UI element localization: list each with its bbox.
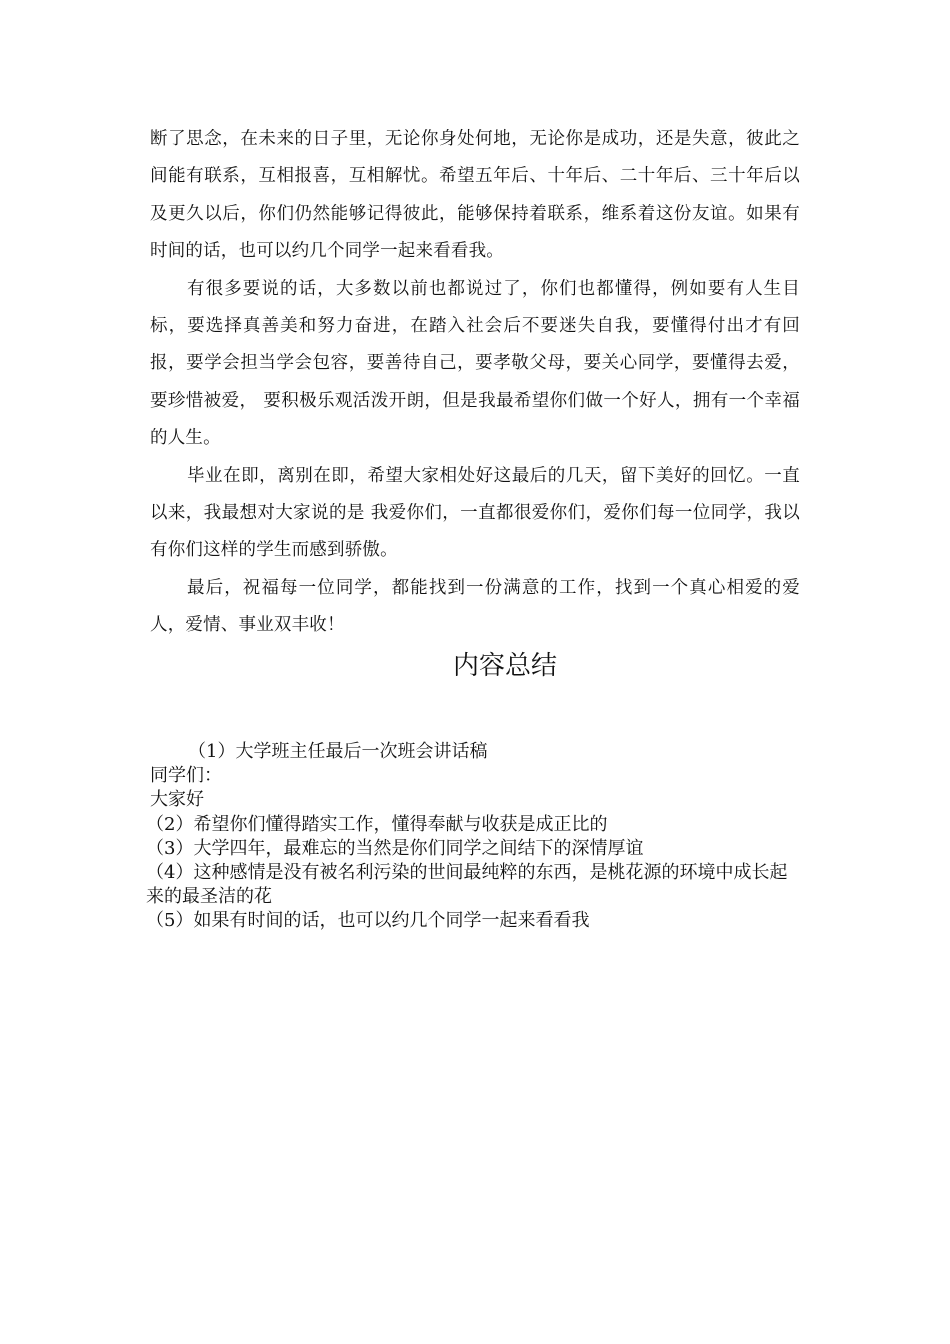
summary-item: 同学们： (150, 765, 222, 787)
summary-item: （1）大学班主任最后一次班会讲话稿 (188, 741, 488, 762)
summary-item: 大家好 (150, 789, 204, 811)
summary-item: （4）这种感情是没有被名利污染的世间最纯粹的东西，是桃花源的环境中成长起来的最圣洁的花 (146, 862, 788, 908)
paragraph: 毕业在即，离别在即，希望大家相处好这最后的几天，留下美好的回忆。一直以来，我最想对大家说的是 我爱你们，一直都很爱你们，爱你们每一位同学，我以有你们这样的学生而感到骄傲。 (150, 465, 800, 561)
paragraph: 最后，祝福每一位同学，都能找到一份满意的工作，找到一个真心相爱的爱人，爱情、事业双丰收！ (150, 577, 800, 636)
body-text (150, 121, 800, 645)
summary-item: （2）希望你们懂得踏实工作，懂得奉献与收获是成正比的 (146, 813, 608, 835)
summary-item: （5）如果有时间的话，也可以约几个同学一起来看看我 (146, 910, 590, 932)
summary-item: （3）大学四年，最难忘的当然是你们同学之间结下的深情厚谊 (146, 837, 644, 859)
paragraph: 有很多要说的话，大多数以前也都说过了，你们也都懂得，例如要有人生目标，要选择真善美和努力奋进，在踏入社会后不要迷失自我，要懂得付出才有回报，要学会担当学会包容，要善待自己，要孝敬父母，要关心同学，要懂得去爱，要珍惜被爱， 要积极乐观活泼开朗，但是我最希望你们做一个好人，拥有一个幸福的人生。 (150, 278, 800, 449)
summary-title: 内容总结 (452, 651, 557, 681)
paragraph: 断了思念，在未来的日子里，无论你身处何地，无论你是成功，还是失意，彼此之间能有联系，互相报喜，互相解忧。希望五年后、十年后、二十年后、三十年后以及更久以后，你们仍然能够记得彼此，能够保持着联系，维系着这份友谊。如果有时间的话，也可以约几个同学一起来看看我。 (150, 129, 800, 262)
summary-list (146, 740, 800, 934)
